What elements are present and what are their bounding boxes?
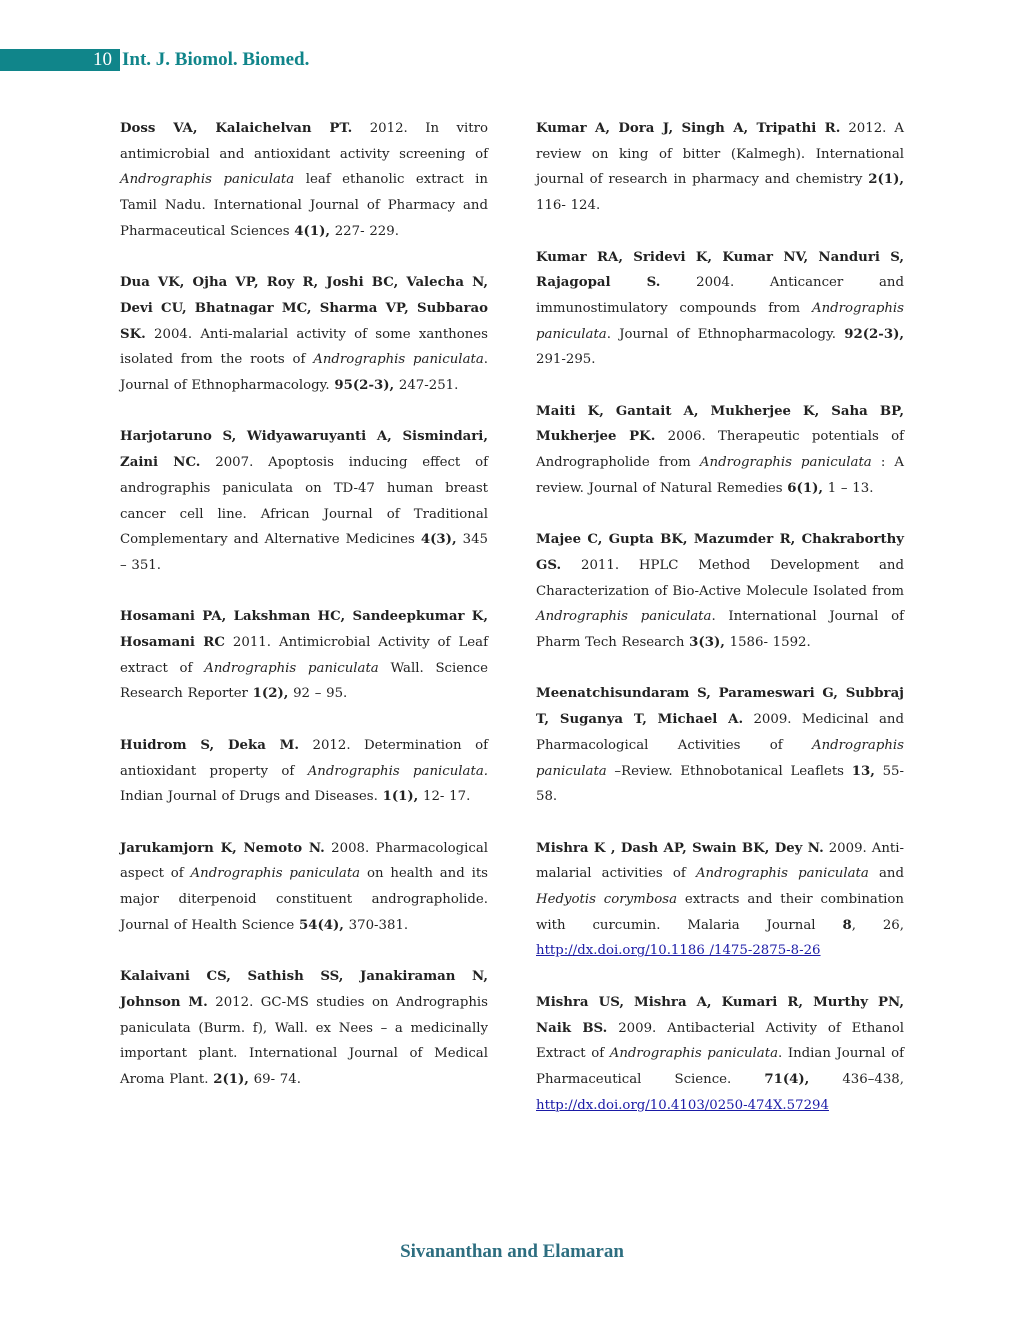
reference-authors: Jarukamjorn K, Nemoto N. [120,840,325,856]
reference-authors: Kumar RA, Sridevi K, Kumar NV, Nanduri S, Rajagopal S. [536,249,904,291]
reference-entry [120,424,488,578]
reference-entry [536,399,904,502]
reference-entry [120,964,488,1093]
reference-pages: 69- 74. [248,1071,301,1087]
reference-volume: 71(4), [764,1071,810,1087]
page-header [0,49,309,71]
reference-volume: 2(1), [868,172,904,188]
reference-volume: 1(2), [252,686,289,702]
doi-link[interactable]: http://dx.doi.org/10.1186 /1475-2875-8-26 [536,943,821,959]
reference-entry [536,527,904,656]
reference-entry [536,245,904,374]
reference-volume: 2(1), [213,1071,249,1087]
species-name: Hedyotis corymbosa [536,892,677,908]
reference-entry [536,990,904,1119]
reference-year-title: 2012. GC-MS studies on Andrographis paniculata (Burm. f), Wall. ex Nees – a medicinally important plant. International Journal of Medical Aroma Plant. [120,994,488,1087]
left-column [120,116,488,1118]
reference-text: extracts and their combination with curcumin. Malaria Journal [536,892,904,933]
reference-year-title: 2009. Anti-malarial activities of [536,840,904,882]
species-name: Andrographis paniculata [536,737,904,779]
reference-authors: Majee C, Gupta BK, Mazumder R, Chakraborthy GS. [536,532,904,573]
reference-entry [120,733,488,810]
reference-year-title: 2006. Therapeutic potentials of Andrographolide from [536,429,905,471]
reference-pages: 370-381. [343,917,409,933]
reference-pages: 55- 58. [536,763,905,805]
species-name: Andrographis paniculata [190,866,361,882]
reference-pages: , 26, [851,917,904,933]
reference-year-title: 2008. Pharmacological aspect of [120,840,489,882]
reference-year-title: 2011. HPLC Method Development and Characterization of Bio-Active Molecule Isolated from [536,557,904,599]
reference-authors: Doss VA, Kalaichelvan PT. [120,121,353,136]
species-name: Andrographis paniculata [536,609,712,625]
reference-volume: 95(2-3), [334,378,395,394]
species-name: Andrographis paniculata [120,172,295,188]
reference-text: and [868,866,904,882]
reference-text: . Journal of Ethnopharmacology. [120,352,488,394]
reference-authors: Harjotaruno S, Widyawaruyanti A, Sismindari, Zaini NC. [120,429,488,471]
reference-authors: Meenatchisundaram S, Parameswari G, Subbraj T, Suganya T, Michael A. [536,686,904,728]
reference-volume: 92(2-3), [844,326,904,342]
reference-pages: 1586- 1592. [724,635,811,651]
species-name: Andrographis paniculata. [307,763,488,779]
species-name: Andrographis paniculata [695,866,869,882]
reference-entry [120,836,488,939]
footer-authors: Sivananthan and Elamaran [400,1241,624,1262]
reference-entry [120,270,488,399]
reference-year-title: 2009. Medicinal and Pharmacological Activities of [536,712,904,753]
reference-year-title: 2004. Anticancer and immunostimulatory compounds from [536,275,904,316]
reference-pages: 1 – 13. [823,480,874,496]
reference-pages: 227- 229. [330,223,399,239]
reference-text: . Indian Journal of Pharmaceutical Science. [536,1046,904,1087]
reference-text: Wall. Science Research Reporter [120,660,488,702]
reference-year-title: 2004. Anti-malarial activity of some xanthones isolated from the roots of [120,326,488,368]
reference-authors: Mishra US, Mishra A, Kumari R, Murthy PN, Naik BS. [536,994,904,1036]
reference-authors: Dua VK, Ojha VP, Roy R, Joshi BC, Valecha N, Devi CU, Bhatnagar MC, Sharma VP, Subbarao SK. [120,275,488,342]
journal-title: Int. J. Biomol. Biomed. [122,49,310,70]
reference-authors: Hosamani PA, Lakshman HC, Sandeepkumar K, Hosamani RC [120,609,488,651]
reference-pages: 247-251. [394,378,459,394]
reference-volume: 8 [842,917,852,933]
reference-year-title: 2007. Apoptosis inducing effect of andrographis paniculata on TD-47 human breast cancer cell line. African Journal of Traditional Complementary and Alternative Medicines [120,455,488,548]
species-name: Andrographis paniculata [699,455,872,471]
reference-text: on health and its major diterpenoid constituent andrographolide. Journal of Health Science [120,866,489,933]
reference-text: leaf ethanolic extract in Tamil Nadu. International Journal of Pharmacy and Pharmaceutical Sciences [120,172,488,239]
right-column [536,116,904,1144]
reference-authors: Kumar A, Dora J, Singh A, Tripathi R. [536,121,841,136]
reference-authors: Maiti K, Gantait A, Mukherjee K, Saha BP, Mukherjee PK. [536,403,904,445]
reference-year-title: 2009. Antibacterial Activity of Ethanol Extract of [536,1020,905,1062]
reference-text: . Journal of Ethnopharmacology. [606,326,845,342]
reference-volume: 3(3), [689,635,725,651]
species-name: Andrographis paniculata [313,352,484,368]
doi-link[interactable]: http://dx.doi.org/10.4103/0250-474X.57294 [536,1097,829,1113]
reference-pages: 116- 124. [536,198,601,214]
reference-volume: 13, [851,763,875,779]
reference-volume: 6(1), [787,480,823,496]
reference-entry [536,116,904,219]
reference-pages: 345 – 351. [120,532,488,573]
reference-authors: Mishra K , Dash AP, Swain BK, Dey N. [536,840,824,856]
reference-pages: 436–438, [809,1071,904,1087]
reference-pages: 291-295. [536,352,596,368]
page-number: 10 [0,49,120,71]
reference-text: : A review. Journal of Natural Remedies [536,455,904,496]
reference-entry [120,604,488,707]
reference-pages: 92 – 95. [288,686,348,702]
reference-year-title: 2012. A review on king of bitter (Kalmegh). International journal of research in pharmacy and chemistry [536,121,904,188]
reference-year-title: 2012. In vitro antimicrobial and antioxidant activity screening of [120,121,488,162]
species-name: Andrographis paniculata [609,1046,779,1062]
reference-year-title: 2011. Antimicrobial Activity of Leaf extract of [120,635,488,676]
species-name: Andrographis paniculata [204,660,379,676]
reference-text: . International Journal of Pharm Tech Research [536,609,904,651]
reference-pages: 12- 17. [418,789,471,805]
reference-volume: 4(3), [420,532,457,548]
reference-text: –Review. Ethnobotanical Leaflets [606,763,852,779]
reference-year-title: 2012. Determination of antioxidant property of [120,737,489,779]
reference-entry [120,116,488,245]
reference-authors: Kalaivani CS, Sathish SS, Janakiraman N, Johnson M. [120,969,488,1010]
species-name: Andrographis paniculata [536,300,904,342]
reference-volume: 4(1), [294,223,330,239]
reference-authors: Huidrom S, Deka M. [120,737,300,753]
reference-volume: 54(4), [298,917,344,933]
reference-text: Indian Journal of Drugs and Diseases. [120,789,383,805]
reference-entry [536,681,904,810]
reference-entry [536,836,904,965]
reference-volume: 1(1), [382,789,419,805]
